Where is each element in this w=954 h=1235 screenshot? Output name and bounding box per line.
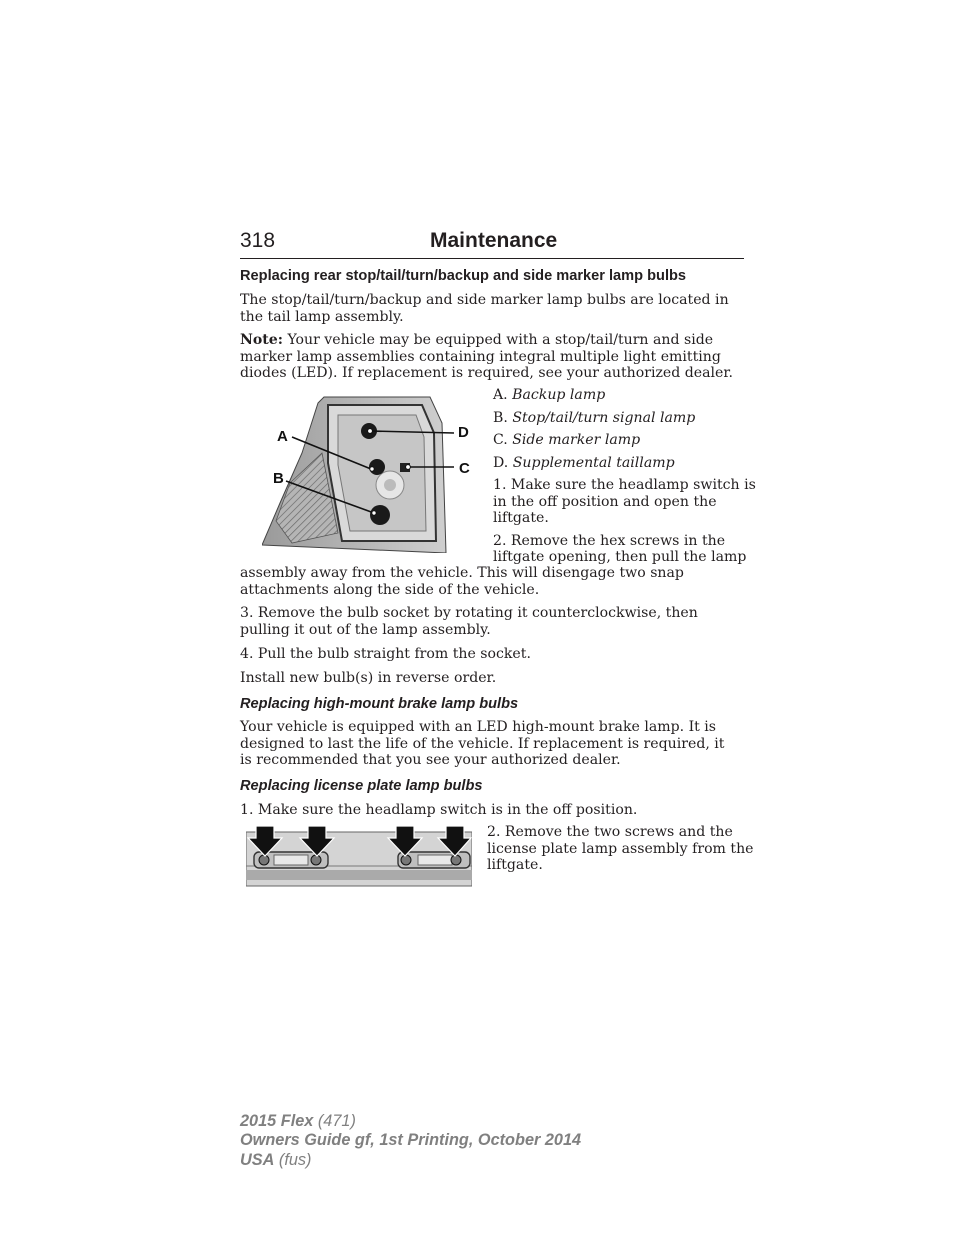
highmount-heading: Replacing high-mount brake lamp bulbs: [240, 696, 519, 712]
install-note: Install new bulb(s) in reverse order.: [240, 670, 497, 686]
rear-lamp-heading: Replacing rear stop/tail/turn/backup and side marker lamp bulbs: [240, 268, 687, 284]
label-d: D: [458, 424, 469, 441]
step1-line1: 1. Make sure the headlamp switch is: [493, 477, 756, 493]
license-heading: Replacing license plate lamp bulbs: [240, 778, 483, 794]
highmount-text: Your vehicle is equipped with an LED high-mount brake lamp. It is designed to last the life of the vehicle. If replacement is required, it is recommended that you see your authorized dealer.: [240, 719, 725, 769]
note-text: Your vehicle may be equipped with a stop/tail/turn and side marker lamp assemblies containing integral multiple light emitting diodes (LED). If replacement is required, see your authorized dealer.: [240, 332, 734, 382]
step1-line3: liftgate.: [493, 510, 549, 526]
legend-item-b: B. Stop/tail/turn signal lamp: [493, 410, 696, 426]
rear-lamp-intro: The stop/tail/turn/backup and side marker lamp bulbs are located in the tail lamp assembly.: [240, 292, 729, 325]
tail-lamp-figure: [262, 393, 474, 553]
label-b: B: [273, 470, 284, 487]
page-number: 318: [240, 229, 276, 252]
label-c: C: [459, 460, 470, 477]
license-lamp-figure: [246, 826, 472, 888]
footer-guide-line: Owners Guide gf, 1st Printing, October 2014: [240, 1131, 582, 1150]
license-step2-line3: liftgate.: [487, 857, 543, 873]
step2-continued: assembly away from the vehicle. This will disengage two snap attachments along the side of the vehicle.: [240, 565, 684, 598]
page-footer: [240, 1112, 581, 1170]
rear-lamp-note: [240, 332, 745, 382]
step4: 4. Pull the bulb straight from the socket.: [240, 646, 531, 662]
legend-item-d: D. Supplemental taillamp: [493, 455, 675, 471]
section-title: Maintenance: [430, 229, 558, 252]
step2-line2: liftgate opening, then pull the lamp: [493, 549, 747, 565]
legend-item-c: C. Side marker lamp: [493, 432, 641, 448]
header-rule: [240, 258, 744, 259]
footer-region-line: USA (fus): [240, 1150, 312, 1169]
license-step2-line2: license plate lamp assembly from the: [487, 841, 754, 857]
note-label: Note:: [240, 332, 283, 348]
footer-model-line: 2015 Flex (471): [240, 1112, 356, 1130]
license-step1: 1. Make sure the headlamp switch is in the off position.: [240, 802, 638, 818]
license-step2-line1: 2. Remove the two screws and the: [487, 824, 733, 840]
label-a: A: [277, 428, 288, 445]
legend-item-a: A. Backup lamp: [493, 387, 606, 403]
step1-line2: in the off position and open the: [493, 494, 717, 510]
step3: 3. Remove the bulb socket by rotating it counterclockwise, then pulling it out of the lamp assembly.: [240, 605, 698, 638]
step2-line1: 2. Remove the hex screws in the: [493, 533, 726, 549]
